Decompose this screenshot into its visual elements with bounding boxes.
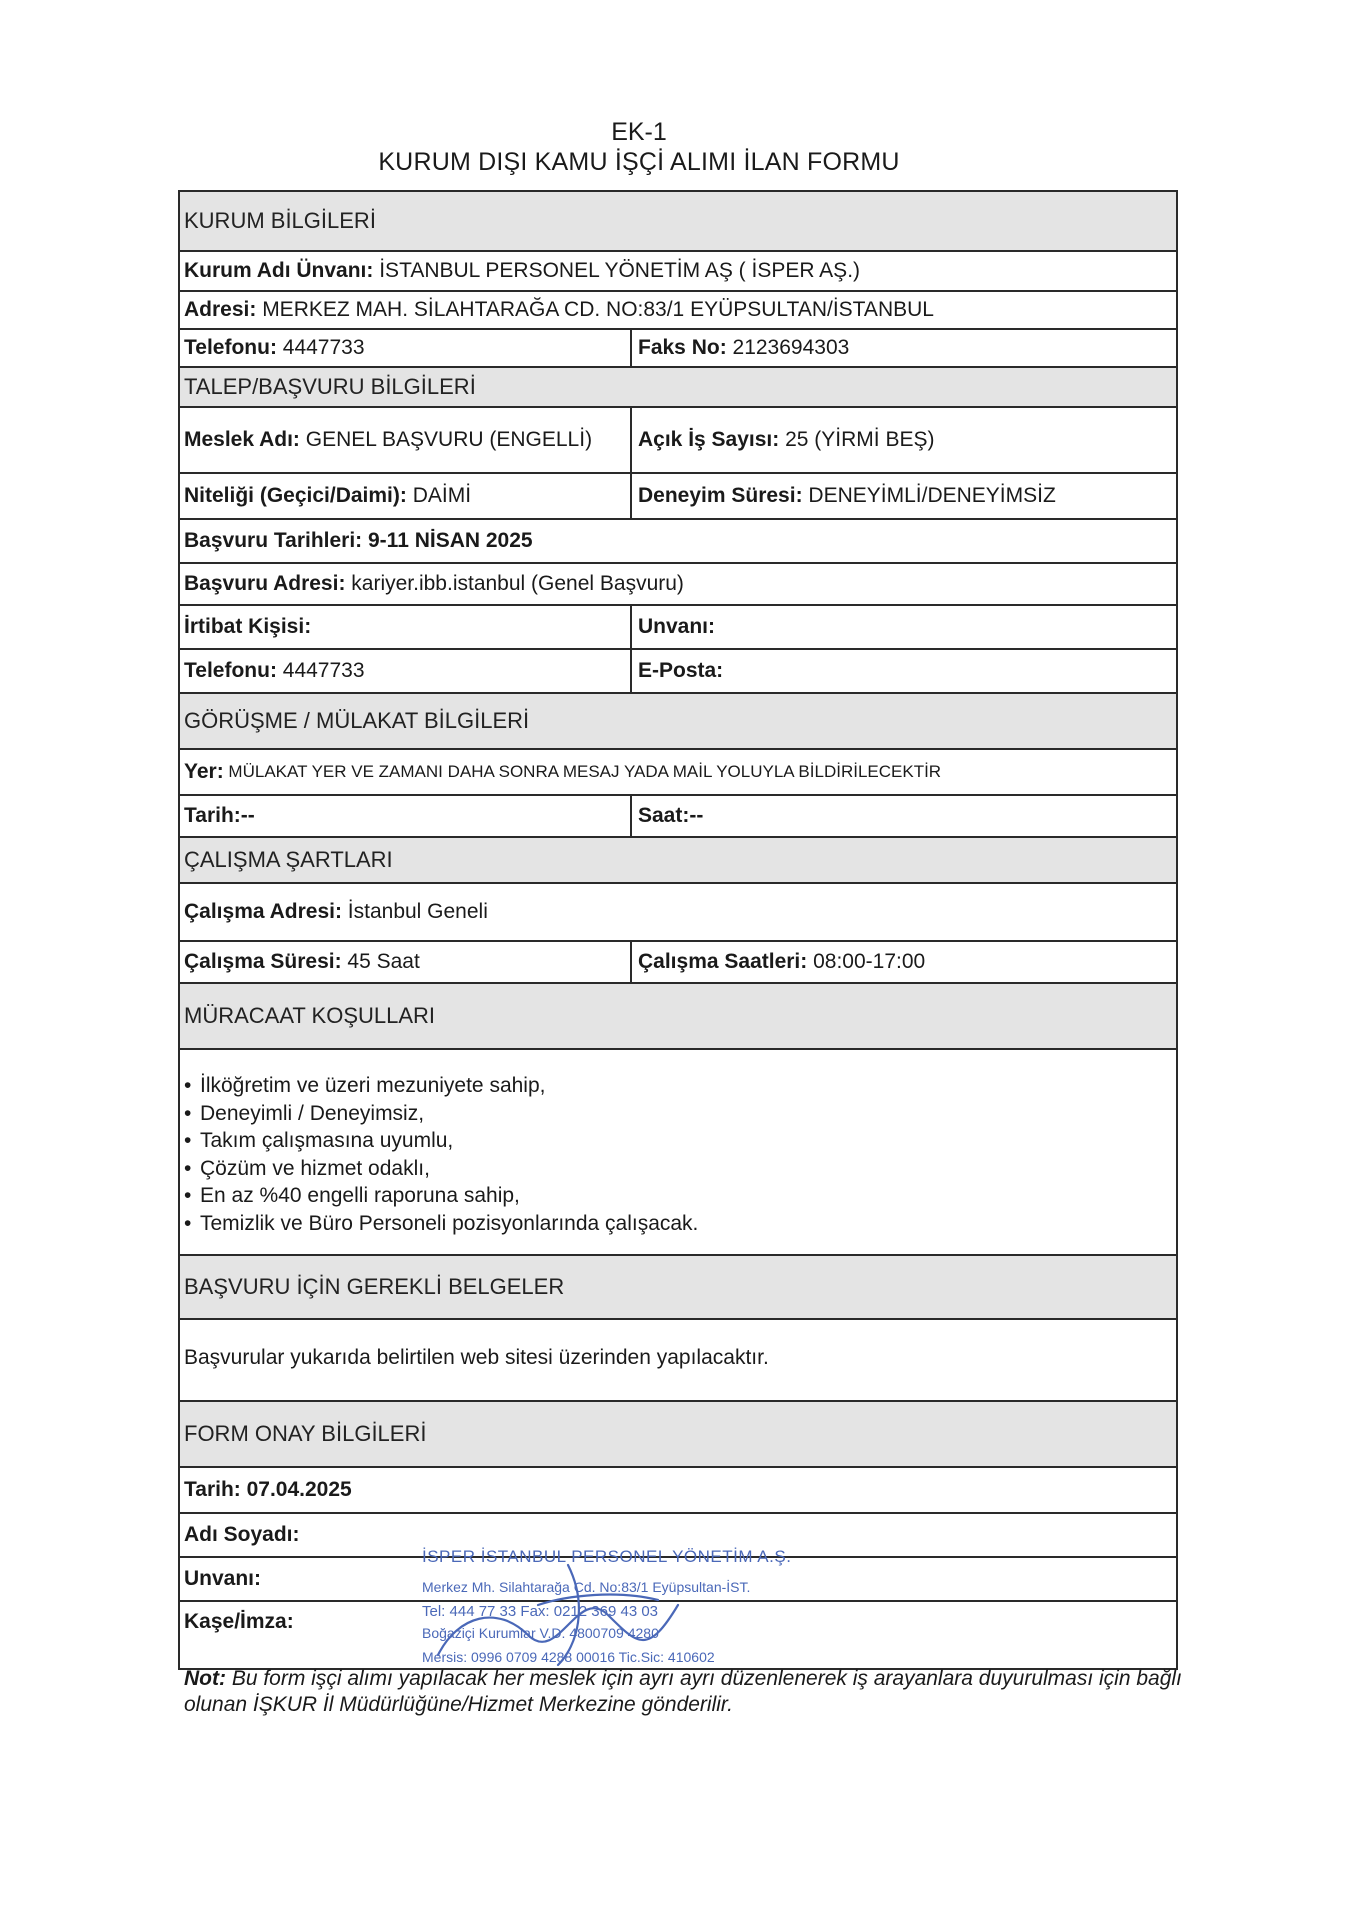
section-kurum (180, 192, 1176, 252)
list-item-text: Temizlik ve Büro Personeli pozisyonlarında çalışacak. (200, 1211, 699, 1235)
calisma-saat-field (630, 942, 1176, 982)
section-title-kurum: KURUM BİLGİLERİ (184, 208, 376, 233)
calisma-adres-field (180, 884, 1176, 940)
kurum-faks-value: 2123694303 (726, 336, 850, 359)
basvuru-adres-value: kariyer.ibb.istanbul (Genel Başvuru) (345, 572, 684, 595)
row-kurum-adres (180, 292, 1176, 330)
calisma-adres-label: Çalışma Adresi: (184, 900, 342, 923)
stamp-tax-office: Boğaziçi Kurumlar V.D. 4800709 4280 (422, 1625, 659, 1641)
row-calisma-sure (180, 942, 1176, 984)
nitelik-value: DAİMİ (406, 484, 472, 507)
section-title-muracaat: MÜRACAAT KOŞULLARI (184, 1003, 436, 1028)
bullet: • (184, 1129, 192, 1152)
yer-value: MÜLAKAT YER VE ZAMANI DAHA SONRA MESAJ YADA MAİL YOLUYLA BİLDİRİLECEKTİR (223, 762, 942, 781)
calisma-sure-label: Çalışma Süresi: (184, 950, 342, 973)
footnote (184, 1666, 1188, 1718)
calisma-sure-value: 45 Saat (341, 950, 420, 973)
company-stamp (418, 1545, 792, 1675)
onay-tarih-field (180, 1468, 1176, 1512)
section-title-gorusme: GÖRÜŞME / MÜLAKAT BİLGİLERİ (184, 708, 530, 733)
list-item (184, 1210, 698, 1238)
calisma-adres-value: İstanbul Geneli (341, 900, 488, 923)
list-item-text: İlköğretim ve üzeri mezuniyete sahip, (200, 1074, 546, 1097)
kurum-unvan-value: İSTANBUL PERSONEL YÖNETİM AŞ ( İSPER AŞ.) (373, 259, 861, 282)
row-belgeler-text (180, 1320, 1176, 1402)
belgeler-text: Başvurular yukarıda belirtilen web sitesi üzerinden yapılacaktır. (184, 1346, 769, 1369)
basvuru-tarih-label: Başvuru Tarihleri: 9-11 NİSAN 2025 (184, 529, 533, 552)
section-muracaat (180, 984, 1176, 1050)
irtibat-field (180, 606, 630, 648)
row-basvuru-tarih (180, 520, 1176, 564)
deneyim-label: Deneyim Süresi: (638, 484, 803, 507)
section-talep (180, 368, 1176, 408)
nitelik-label: Niteliği (Geçici/Daimi): (184, 484, 407, 507)
irtibat-telefon-field (180, 650, 630, 692)
deneyim-value: DENEYİMLİ/DENEYİMSİZ (802, 484, 1056, 507)
basvuru-tarih-field (180, 520, 1176, 562)
requirements-list (184, 1072, 698, 1237)
list-item (184, 1182, 698, 1210)
document-title: KURUM DIŞI KAMU İŞÇİ ALIMI İLAN FORMU (378, 148, 900, 176)
list-item-text: Deneyimli / Deneyimsiz, (200, 1101, 425, 1125)
kurum-telefon-value: 4447733 (276, 336, 365, 359)
gorusme-saat-field (630, 796, 1176, 836)
eposta-label: E-Posta: (638, 659, 724, 682)
row-nitelik (180, 474, 1176, 520)
irtibat-label: İrtibat Kişisi: (184, 615, 312, 638)
kurum-telefon-label: Telefonu: (184, 336, 277, 359)
eposta-field (630, 650, 1176, 692)
row-calisma-adres (180, 884, 1176, 942)
list-item (184, 1127, 698, 1155)
deneyim-field (630, 474, 1176, 518)
row-gorusme-zaman (180, 796, 1176, 838)
row-irtibat-iletisim (180, 650, 1176, 694)
acik-is-value: 25 (YİRMİ BEŞ) (779, 428, 935, 451)
stamp-registry: Mersis: 0996 0709 4288 00016 Tic.Sic: 410602 (422, 1649, 715, 1665)
row-onay-tarih (180, 1468, 1176, 1514)
bullet: • (184, 1184, 192, 1207)
basvuru-adres-field (180, 564, 1176, 604)
onay-unvan-label: Unvanı: (184, 1567, 262, 1590)
section-title-onay: FORM ONAY BİLGİLERİ (184, 1421, 427, 1446)
yer-field (180, 750, 1176, 794)
kurum-faks-field (630, 330, 1176, 366)
list-item (184, 1155, 698, 1183)
onay-ad-label: Adı Soyadı: (184, 1523, 300, 1546)
stamp-phone: Tel: 444 77 33 Fax: 0212 369 43 03 (422, 1603, 659, 1620)
bullet: • (184, 1101, 192, 1125)
calisma-saat-label: Çalışma Saatleri: (638, 950, 808, 973)
acik-is-label: Açık İş Sayısı: (638, 428, 780, 451)
list-item-text: Takım çalışmasına uyumlu, (200, 1129, 454, 1152)
bullet: • (184, 1211, 192, 1235)
footnote-text: Bu form işçi alımı yapılacak her meslek için ayrı ayrı düzenlenerek iş arayanlara duyurulması için bağlı olunan İŞKUR İl Müdürlüğüne/Hizmet Merkezine gönderilir. (184, 1667, 1188, 1716)
announcement-form (178, 190, 1178, 1670)
list-item (184, 1072, 698, 1100)
calisma-saat-value: 08:00-17:00 (807, 950, 926, 973)
nitelik-field (180, 474, 630, 518)
kurum-adres-value: MERKEZ MAH. SİLAHTARAĞA CD. NO:83/1 EYÜPSULTAN/İSTANBUL (256, 298, 934, 321)
section-title-belgeler: BAŞVURU İÇİN GEREKLİ BELGELER (184, 1274, 565, 1299)
gorusme-tarih-field (180, 796, 630, 836)
section-calisma (180, 838, 1176, 884)
bullet: • (184, 1156, 192, 1180)
kurum-adres-field (180, 292, 1176, 328)
section-gorusme (180, 694, 1176, 750)
list-item-text: En az %40 engelli raporuna sahip, (200, 1184, 520, 1207)
section-title-calisma: ÇALIŞMA ŞARTLARI (184, 847, 393, 872)
kurum-adres-label: Adresi: (184, 298, 257, 321)
onay-kase-label: Kaşe/İmza: (184, 1610, 294, 1633)
basvuru-adres-label: Başvuru Adresi: (184, 572, 346, 595)
list-item (184, 1100, 698, 1128)
section-onay (180, 1402, 1176, 1468)
irtibat-telefon-label: Telefonu: (184, 659, 277, 682)
row-meslek (180, 408, 1176, 474)
irtibat-unvan-field (630, 606, 1176, 648)
acik-is-field (630, 408, 1176, 472)
row-basvuru-adres (180, 564, 1176, 606)
calisma-sure-field (180, 942, 630, 982)
document-code: EK-1 (611, 118, 667, 146)
section-title-talep: TALEP/BAŞVURU BİLGİLERİ (184, 374, 476, 399)
bullet: • (184, 1074, 192, 1097)
kurum-faks-label: Faks No: (638, 336, 727, 359)
meslek-value: GENEL BAŞVURU (ENGELLİ) (299, 428, 593, 451)
row-muracaat-list (180, 1050, 1176, 1256)
yer-label: Yer: (184, 760, 224, 783)
row-kurum-iletisim (180, 330, 1176, 368)
section-belgeler (180, 1256, 1176, 1320)
list-item-text: Çözüm ve hizmet odaklı, (200, 1156, 430, 1180)
gorusme-saat-label: Saat:-- (638, 804, 704, 827)
footnote-label: Not: (184, 1667, 226, 1690)
gorusme-tarih-label: Tarih:-- (184, 804, 255, 827)
onay-tarih-label: Tarih: 07.04.2025 (184, 1478, 352, 1501)
row-irtibat (180, 606, 1176, 650)
stamp-company-name: İSPER İSTANBUL PERSONEL YÖNETİM A.Ş. (422, 1547, 792, 1566)
meslek-field (180, 408, 630, 472)
kurum-unvan-field (180, 252, 1176, 290)
irtibat-telefon-value: 4447733 (276, 659, 365, 682)
irtibat-unvan-label: Unvanı: (638, 615, 716, 638)
meslek-label: Meslek Adı: (184, 428, 300, 451)
stamp-address: Merkez Mh. Silahtarağa Cd. No:83/1 Eyüpsultan-İST. (422, 1579, 751, 1595)
row-kurum-unvan (180, 252, 1176, 292)
kurum-telefon-field (180, 330, 630, 366)
signature-icon (418, 1545, 751, 1675)
row-yer (180, 750, 1176, 796)
kurum-unvan-label: Kurum Adı Ünvanı: (184, 259, 374, 282)
